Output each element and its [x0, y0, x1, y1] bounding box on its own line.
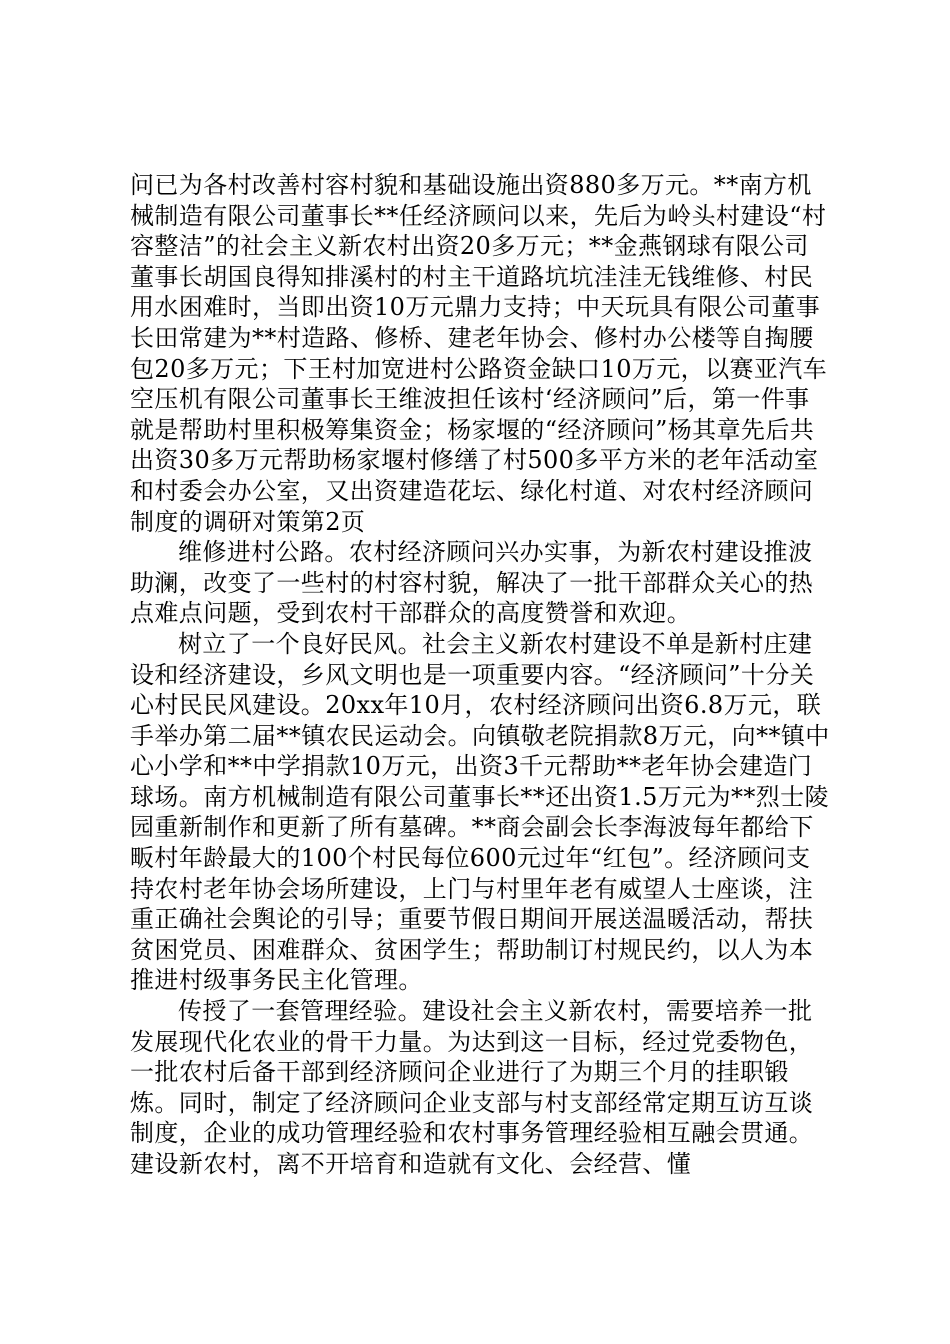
paragraph-2: 维修进村公路。农村经济顾问兴办实事，为新农村建设推波助澜，改变了一些村的村容村貌，解决了一批干部群众关心的热点难点问题，受到农村干部群众的高度赞誉和欢迎。: [130, 538, 814, 628]
paragraph-4: 传授了一套管理经验。建设社会主义新农村，需要培养一批发展现代化农业的骨干力量。为达到这一目标，经过党委物色，一批农村后备干部到经济顾问企业进行了为期三个月的挂职锻炼。同时，制定了经济顾问企业支部与村支部经常定期互访互谈制度，企业的成功管理经验和农村事务管理经验相互融会贯通。建设新农村，离不开培育和造就有文化、会经营、懂: [130, 997, 814, 1178]
paragraph-1: 问已为各村改善村容村貌和基础设施出资880多万元。**南方机械制造有限公司董事长**任经济顾问以来，先后为岭头村建设“村容整洁”的社会主义新农村出资20多万元；**金燕钢球有限公司董事长胡国良得知排溪村的村主干道路坑坑洼洼无钱维修、村民用水困难时，当即出资10万元鼎力支持；中天玩具有限公司董事长田常建为**村造路、修桥、建老年协会、修村办公楼等自掏腰包20多万元；下王村加宽进村公路资金缺口10万元，以赛亚汽车空压机有限公司董事长王维波担任该村‘经济顾问”后，第一件事就是帮助村里积极筹集资金；杨家堰的“经济顾问”杨其章先后共出资30多万元帮助杨家堰村修缮了村500多平方米的老年活动室和村委会办公室，又出资建造花坛、绿化村道、对农村经济顾问制度的调研对策第2页: [130, 171, 828, 536]
paragraph-3: 树立了一个良好民风。社会主义新农村建设不单是新村庄建设和经济建设，乡风文明也是一项重要内容。“经济顾问”十分关心村民民风建设。20xx年10月，农村经济顾问出资6.8万元，联手举办第二届**镇农民运动会。向镇敬老院捐款8万元，向**镇中心小学和**中学捐款10万元，出资3千元帮助**老年协会建造门球场。南方机械制造有限公司董事长**还出资1.5万元为**烈士陵园重新制作和更新了所有墓碑。**商会副会长李海波每年都给下畈村年龄最大的100个村民每位600元过年“红包”。经济顾问支持农村老年协会场所建设，上门与村里年老有威望人士座谈，注重正确社会舆论的引导；重要节假日期间开展送温暖活动，帮扶贫困党员、困难群众、贫困学生；帮助制订村规民约，以人为本推进村级事务民主化管理。: [130, 629, 830, 995]
document-body: [130, 170, 830, 1180]
